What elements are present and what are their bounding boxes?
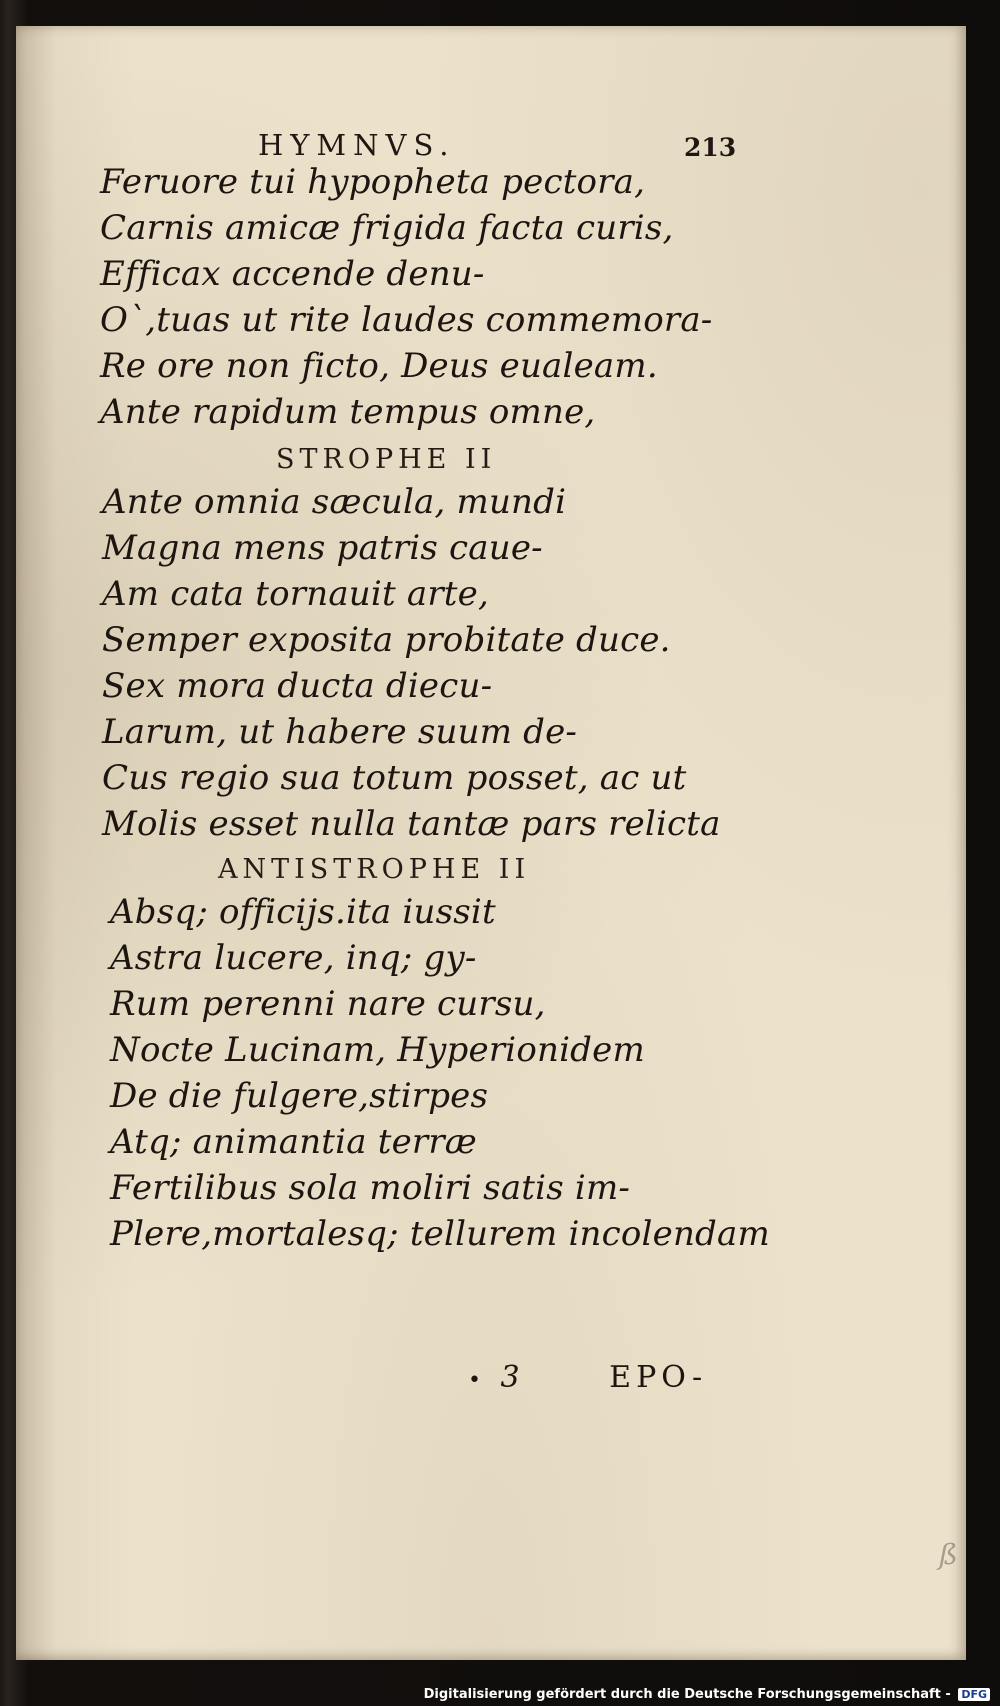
verse-line: Larum, ut habere suum de- [102,712,578,752]
verse-line: Astra lucere, inq; gy- [110,938,477,978]
verse-line: Efficax accende denu- [100,254,485,294]
catchword: EPO- [609,1360,708,1395]
page-number: 213 [684,133,737,162]
verse-line: Plere,mortalesq; tellurem incolendam [110,1214,770,1254]
verse-line: Rum perenni nare cursu, [110,984,546,1024]
verse-line: O`,tuas ut rite laudes commemora- [100,300,713,340]
digitization-credit [424,1687,990,1702]
verse-line: Atq; animantia terræ [110,1122,477,1162]
verse-line: De die fulgere,stirpes [110,1076,489,1116]
verse-line: Nocte Lucinam, Hyperionidem [110,1030,645,1070]
verse-line: Feruore tui hypopheta pectora, [100,162,646,202]
signature-number: 3 [500,1360,520,1395]
verse-line: Molis esset nulla tantæ pars relicta [102,804,721,844]
strophe-heading: STROPHE II [276,444,497,475]
dfg-logo-icon: DFG [958,1688,990,1701]
margin-note: ß [939,1538,958,1571]
verse-line: Fertilibus sola moliri satis im- [110,1168,631,1208]
verse-line: Magna mens patris caue- [102,528,543,568]
verse-line: Ante omnia sæcula, mundi [102,482,567,522]
signature-mark: • [468,1368,481,1393]
running-head: HYMNVS. [258,128,456,162]
book-page [16,26,966,1660]
antistrophe-heading: ANTISTROPHE II [218,854,531,885]
verse-line: Cus regio sua totum posset, ac ut [102,758,687,798]
catchword-line [468,1360,707,1395]
verse-line: Sex mora ducta diecu- [102,666,493,706]
verse-line: Absq; officijs.ita iussit [110,892,496,932]
credit-text: Digitalisierung gefördert durch die Deutsche Forschungsgemeinschaft - [423,1687,951,1702]
verse-line: Am cata tornauit arte, [102,574,489,614]
verse-line: Re ore non ficto, Deus eualeam. [100,346,658,386]
verse-line: Carnis amicæ frigida facta curis, [100,208,674,248]
verse-line: Ante rapidum tempus omne, [100,392,596,432]
verse-line: Semper exposita probitate duce. [102,620,671,660]
